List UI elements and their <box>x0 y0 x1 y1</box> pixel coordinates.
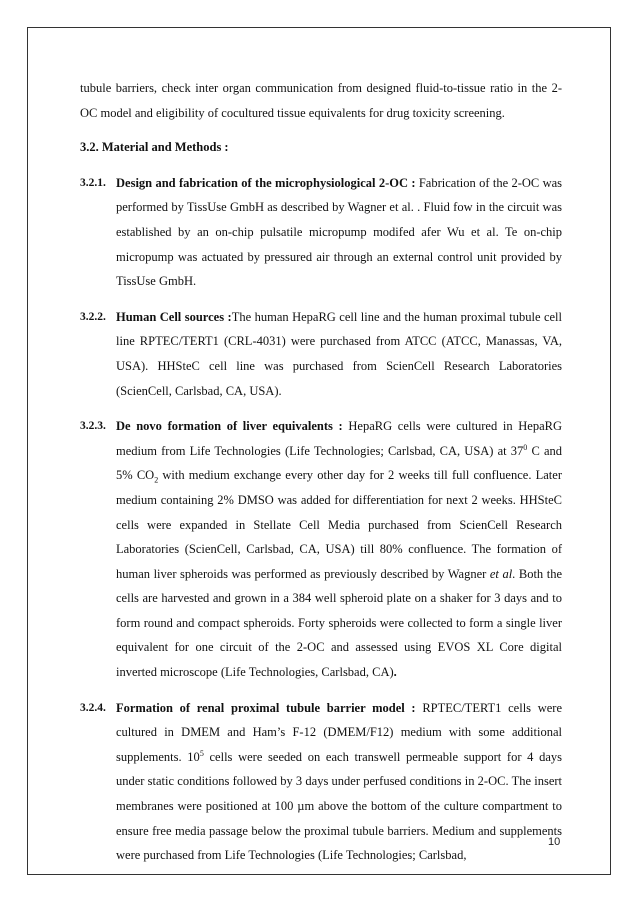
section-paragraph <box>116 414 562 685</box>
section-end-period: . <box>393 665 397 680</box>
section-paragraph <box>116 305 562 403</box>
section-body-a: HepaRG cells were cultured in HepaRG medium from Life Technologies (Life Technologies; Carlsbad, CA, USA) at 37 <box>116 419 562 458</box>
section-body-b: cells were seeded on each transwell permeable support for 4 days under static conditions followed by 3 days under perfused conditions in 2-OC. The insert membranes were positioned at 100 µm above the bottom of the culture compartment to ensure free media passage below the proximal tubule barriers. Medium and supplements were purchased from Life Technologies (Life Technologies; Carlsbad, <box>116 749 563 863</box>
section-body-b: C and 5% CO <box>116 443 562 483</box>
section-3-2-1 <box>80 171 562 294</box>
section-title: Formation of renal proximal tubule barrier model : <box>116 700 416 715</box>
section-body: The human HepaRG cell line and the human proximal tubule cell line RPTEC/TERT1 (CRL-4031) were purchased from ATCC (ATCC, Manassas, VA, USA). HHSteC cell line was purchased from ScienCell Research Laboratories (ScienCell, Carlsbad, CA, USA). <box>116 309 563 398</box>
section-title: De novo formation of liver equivalents : <box>116 419 343 434</box>
section-body: Fabrication of the 2-OC was performed by TissUse GmbH as described by Wagner et al. . Fluid fow in the circuit was established by an on-chip pulsatile micropump modifed afer Wu et al. Te on-chip micropump was actuated by pressured air through an external control unit provided by TissUse GmbH. <box>116 175 563 289</box>
section-3-2-2 <box>80 305 562 403</box>
section-3-2-4 <box>80 696 562 868</box>
intro-paragraph: tubule barriers, check inter organ communication from designed fluid-to-tissue ratio in the 2-OC model and eligibility of cocultured tissue equivalents for drug toxicity screening. <box>80 81 562 120</box>
subscript: 2 <box>154 475 159 485</box>
section-number: 3.2.1. <box>80 176 106 189</box>
page-number: 10 <box>548 836 561 848</box>
superscript: 0 <box>523 442 528 452</box>
section-number: 3.2.3. <box>80 420 106 433</box>
section-title: Human Cell sources : <box>116 309 232 324</box>
section-3-2-3 <box>80 414 562 685</box>
page-content <box>80 76 562 879</box>
section-body-d: . Both the cells are harvested and grown in a 384 well spheroid plate on a shaker for 3 days and to form round and compact spheroids. Forty spheroids were collected to form a single liver equivalent for one circuit of the 2-OC and assessed using EVOS XL Core digital inverted microscope (Life Technologies, Carlsbad, CA) <box>116 566 562 680</box>
section-paragraph <box>116 171 562 294</box>
section-heading: 3.2. Material and Methods : <box>80 140 229 155</box>
section-title: Design and fabrication of the microphysiological 2-OC : <box>116 175 416 190</box>
superscript: 5 <box>199 748 204 758</box>
section-number: 3.2.2. <box>80 310 106 323</box>
section-paragraph <box>116 696 562 868</box>
section-body-a: RPTEC/TERT1 cells were cultured in DMEM and Ham’s F-12 (DMEM/F12) medium with some additional supplements. 10 <box>116 700 563 764</box>
section-number: 3.2.4. <box>80 701 106 714</box>
italic-et-al: et al <box>489 566 513 581</box>
section-body-c: with medium exchange every other day for 2 weeks till full confluence. Later medium containing 2% DMSO was added for differentiation for next 2 weeks. HHSteC cells were expanded in Stellate Cell Media purchased from ScienCell Research Laboratories (ScienCell, Carlsbad, CA, USA) till 80% confluence. The formation of human liver spheroids was performed as previously described by Wagner <box>116 468 562 581</box>
